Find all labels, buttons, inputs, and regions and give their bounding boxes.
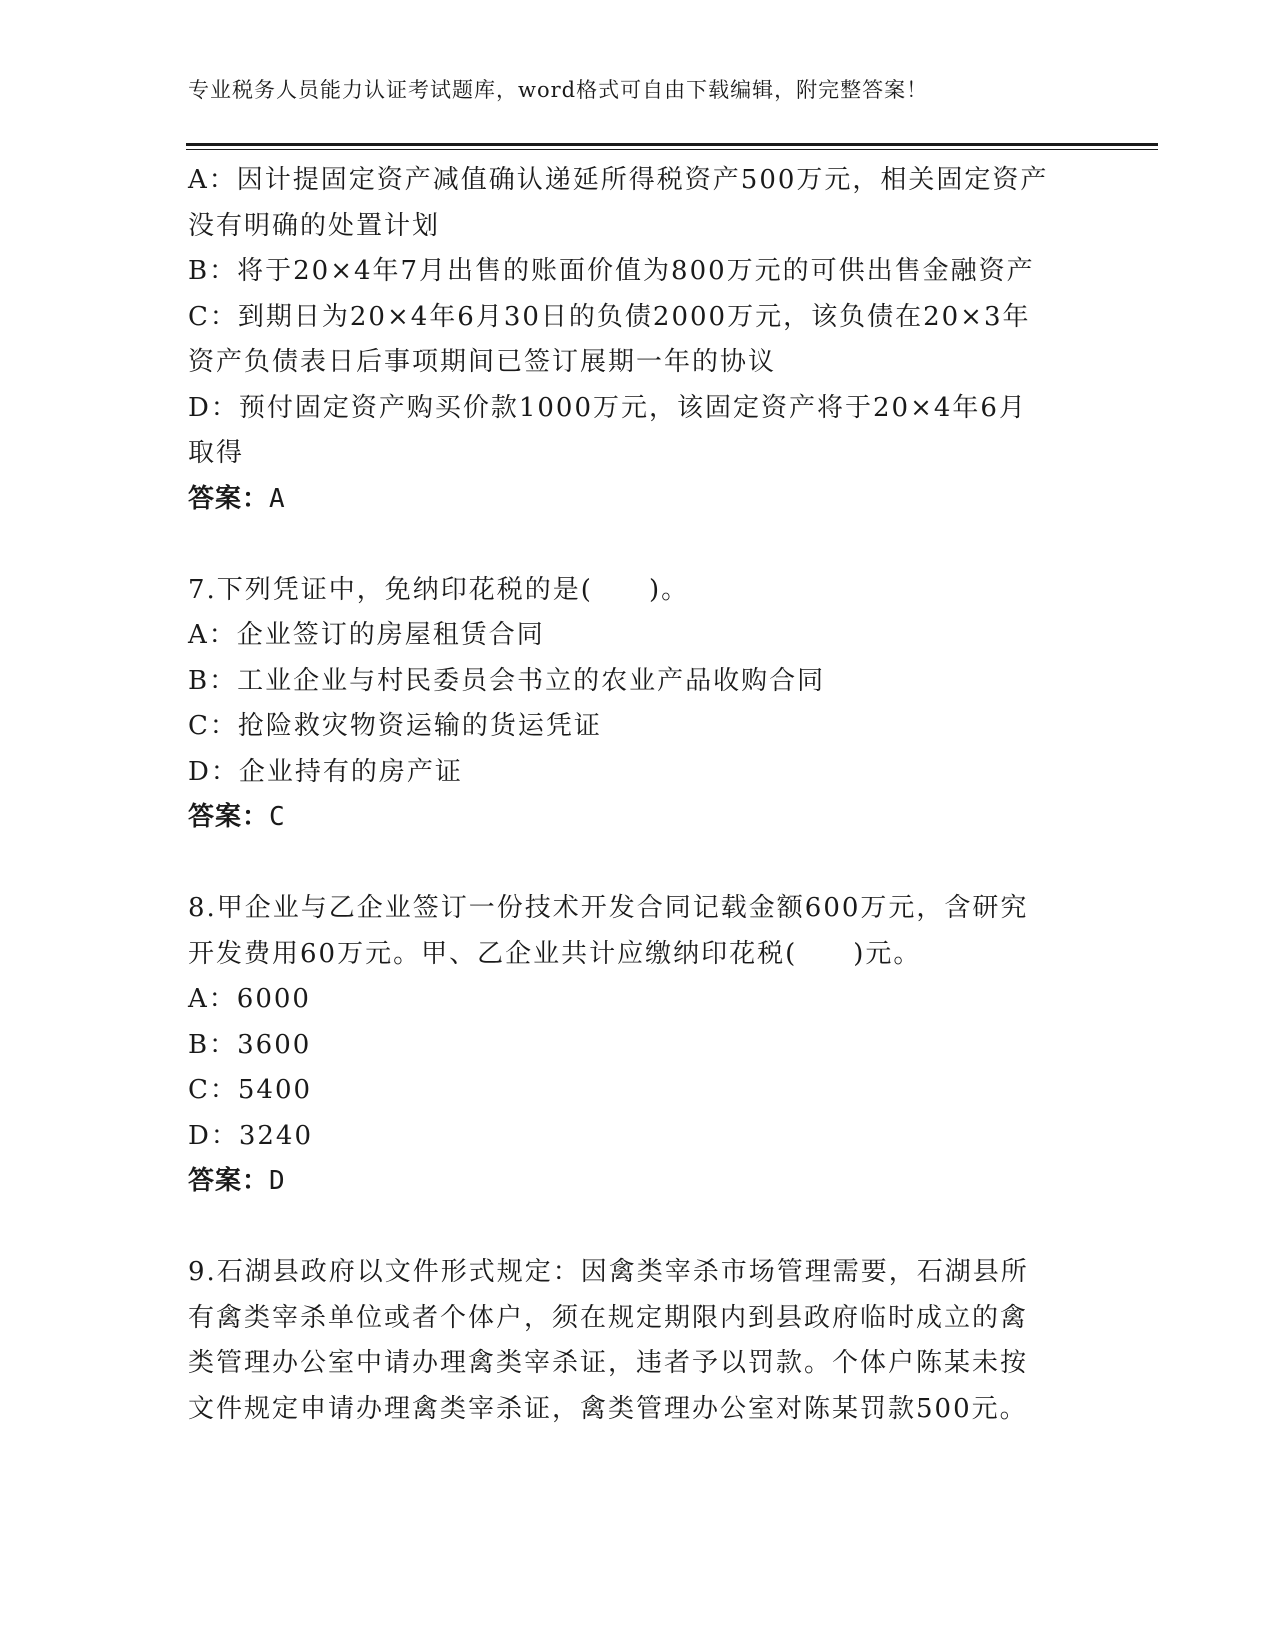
q6-option-d-line2: 取得 (188, 438, 245, 468)
spacer (188, 1205, 1088, 1251)
question-8 (188, 886, 1088, 1205)
header-rule (186, 143, 1158, 146)
q6-option-a-line1: A：因计提固定资产减值确认递延所得税资产500万元，相关固定资产 (188, 165, 1049, 195)
q7-option-d: D：企业持有的房产证 (188, 756, 463, 787)
q7-option-a: A：企业签订的房屋租赁合同 (188, 620, 545, 650)
spacer (188, 522, 1088, 568)
question-9 (188, 1250, 1088, 1432)
q6-answer-value: A (269, 483, 286, 514)
q8-answer-value: D (269, 1166, 286, 1196)
q6-answer (188, 477, 1088, 523)
header-rule-thin (186, 149, 1158, 150)
q8-question-line1: 8.甲企业与乙企业签订一份技术开发合同记载金额600万元，含研究 (188, 893, 1029, 923)
q8-answer (188, 1159, 1088, 1205)
q6-option-a-line2: 没有明确的处置计划 (188, 210, 441, 241)
q8-option-a: A：6000 (188, 984, 311, 1014)
q6-option-d-line1: D：预付固定资产购买价款1000万元，该固定资产将于20×4年6月 (188, 392, 1027, 423)
q6-option-c-line2: 资产负债表日后事项期间已签订展期一年的协议 (188, 347, 777, 377)
q8-option-c: C：5400 (188, 1075, 313, 1105)
q6-answer-label: 答案： (188, 483, 270, 514)
q6-option-b: B：将于20×4年7月出售的账面价值为800万元的可供出售金融资产 (188, 256, 1035, 286)
document-body (188, 158, 1088, 1432)
page-header: 专业税务人员能力认证考试题库，word格式可自由下载编辑，附完整答案！ (188, 78, 929, 102)
q8-option-d: D：3240 (188, 1120, 314, 1151)
q9-question-line2: 有禽类宰杀单位或者个体户，须在规定期限内到县政府临时成立的禽 (188, 1302, 1029, 1333)
q8-option-b: B：3600 (188, 1029, 312, 1060)
q7-answer (188, 795, 1088, 841)
question-7 (188, 568, 1088, 841)
q7-option-b: B：工业企业与村民委员会书立的农业产品收购合同 (188, 665, 826, 696)
q8-question-line2: 开发费用60万元。甲、乙企业共计应缴纳印花税( )元。 (188, 938, 922, 969)
q6-option-c-line1: C：到期日为20×4年6月30日的负债2000万元，该负债在20×3年 (188, 301, 1031, 332)
question-6 (188, 158, 1088, 522)
q8-answer-label: 答案： (188, 1166, 270, 1196)
q7-answer-label: 答案： (188, 802, 270, 832)
q9-question-line3: 类管理办公室中请办理禽类宰杀证，违者予以罚款。个体户陈某未按 (188, 1348, 1029, 1378)
spacer (188, 841, 1088, 887)
q9-question-line1: 9.石湖县政府以文件形式规定：因禽类宰杀市场管理需要，石湖县所 (188, 1257, 1029, 1287)
q7-answer-value: C (269, 802, 286, 832)
q9-question-line4: 文件规定申请办理禽类宰杀证，禽类管理办公室对陈某罚款500元。 (188, 1393, 1028, 1424)
q7-option-c: C：抢险救灾物资运输的货运凭证 (188, 711, 602, 741)
q7-question: 7.下列凭证中，免纳印花税的是( )。 (188, 574, 690, 605)
